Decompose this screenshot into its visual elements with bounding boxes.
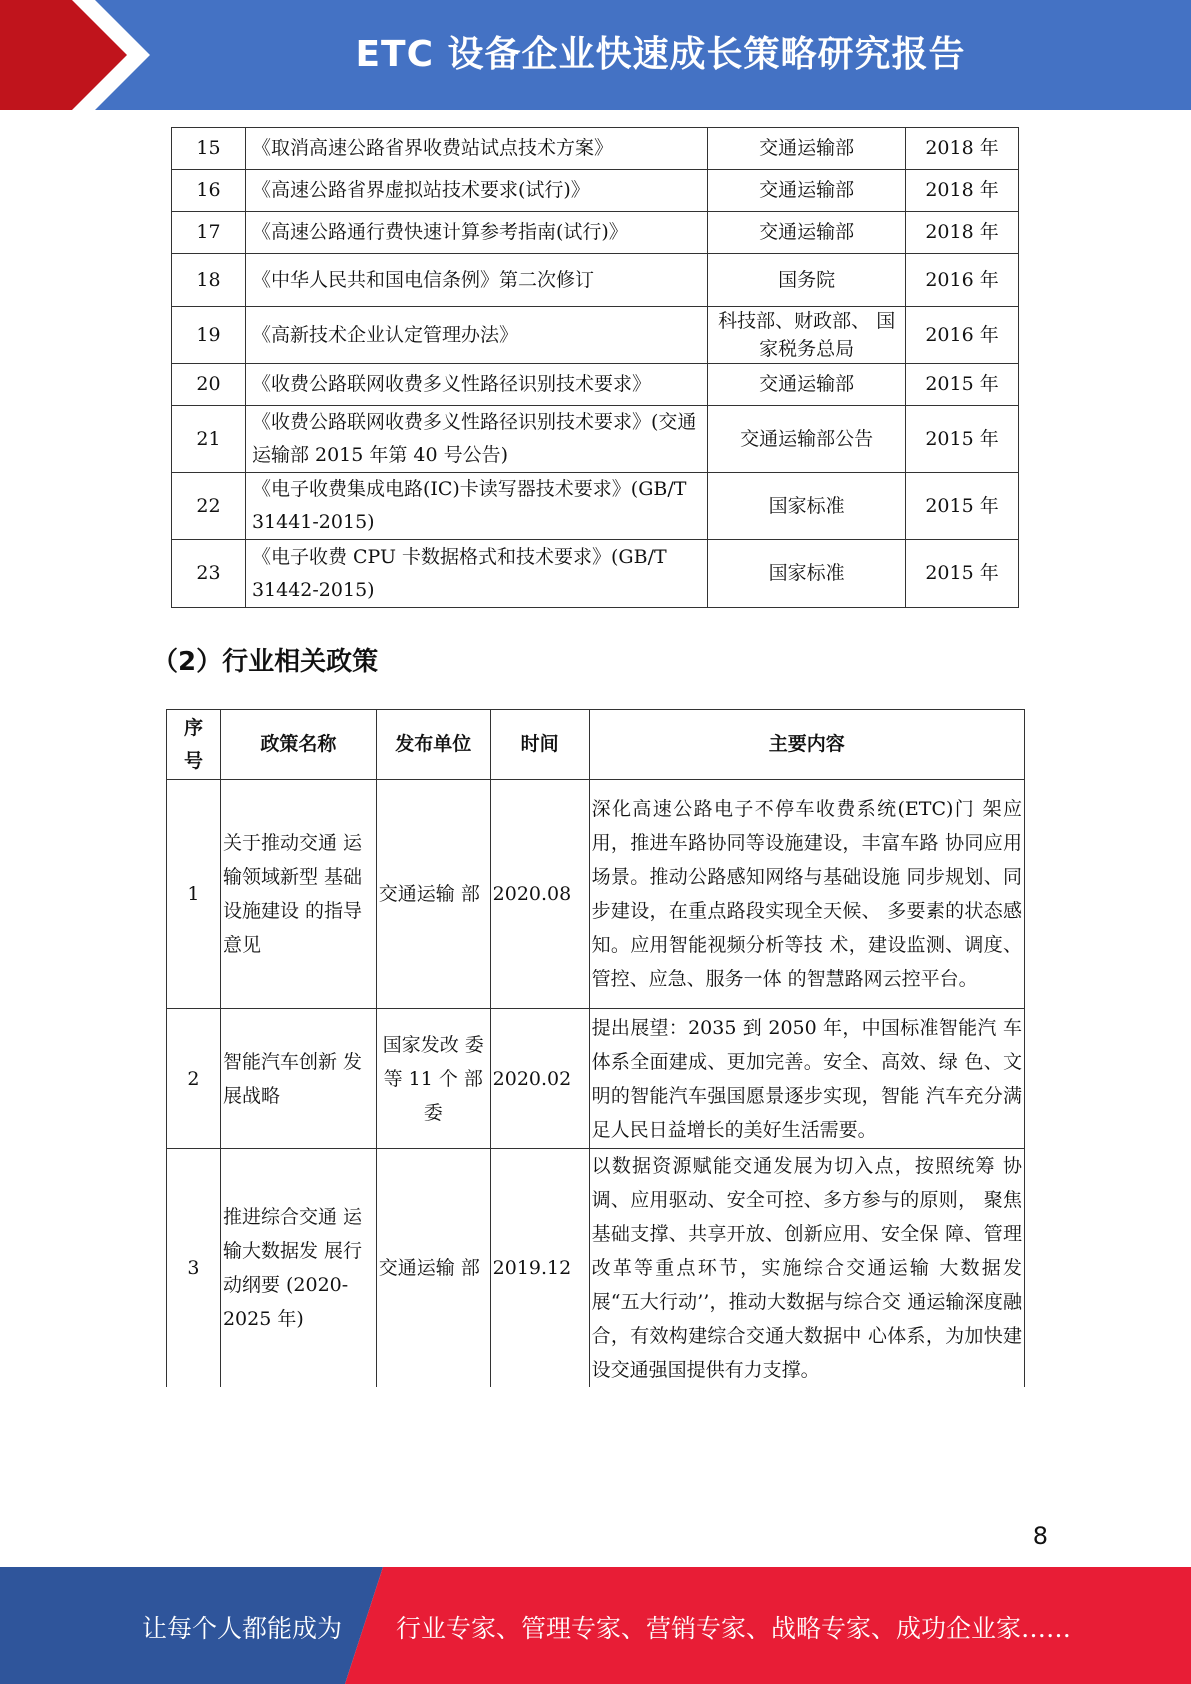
header-banner bbox=[0, 0, 1191, 110]
publish-time: 2020.02 bbox=[490, 1009, 589, 1149]
issuing-body: 交通运输部 bbox=[708, 128, 906, 170]
table-row bbox=[172, 254, 1019, 307]
row-number: 1 bbox=[167, 780, 221, 1009]
issuer: 国家发改 委等 11 个 部委 bbox=[376, 1009, 490, 1149]
footer-banner bbox=[0, 1567, 1191, 1684]
policy-name: 推进综合交通 运输大数据发 展行动纲要 (2020-2025 年) bbox=[220, 1149, 376, 1388]
issuing-body: 交通运输部 bbox=[708, 212, 906, 254]
year: 2015 年 bbox=[906, 540, 1019, 608]
document-name: 《电子收费 CPU 卡数据格式和技术要求》(GB/T 31442-2015) bbox=[245, 540, 707, 608]
header-issuer: 发布单位 bbox=[376, 710, 490, 780]
document-name: 《高速公路省界虚拟站技术要求(试行)》 bbox=[245, 170, 707, 212]
document-name: 《电子收费集成电路(IC)卡读写器技术要求》(GB/T 31441-2015) bbox=[245, 473, 707, 540]
table-row bbox=[172, 540, 1019, 608]
table-row bbox=[172, 406, 1019, 473]
header-policy-name: 政策名称 bbox=[220, 710, 376, 780]
document-name: 《取消高速公路省界收费站试点技术方案》 bbox=[245, 128, 707, 170]
report-title: ETC 设备企业快速成长策略研究报告 bbox=[355, 34, 966, 75]
row-number: 21 bbox=[172, 406, 246, 473]
policy-content: 以数据资源赋能交通发展为切入点，按照统筹 协调、应用驱动、安全可控、多方参与的原则， 聚焦基础支撑、共享开放、创新应用、安全保 障、管理改革等重点环节，实施综合交通运输 大数据发展“五大行动’’，推动大数据与综合交 通运输深度融合，有效构建综合交通大数据中 心体系，为加快建设交通强国提供有力支撑。 bbox=[589, 1149, 1024, 1388]
policy-content: 深化高速公路电子不停车收费系统(ETC)门 架应用，推进车路协同等设施建设，丰富车路 协同应用场景。推动公路感知网络与基础设施 同步规划、同步建设，在重点路段实现全天候、 多要素的状态感知。应用智能视频分析等技 术，建设监测、调度、管控、应急、服务一体 的智慧路网云控平台。 bbox=[589, 780, 1024, 1009]
header-time: 时间 bbox=[490, 710, 589, 780]
issuing-body: 国家标准 bbox=[708, 473, 906, 540]
policies-table bbox=[166, 709, 1025, 1387]
publish-time: 2019.12 bbox=[490, 1149, 589, 1388]
table-row bbox=[172, 128, 1019, 170]
footer-slogan-left: 让每个人都能成为 bbox=[142, 1614, 343, 1643]
document-name: 《收费公路联网收费多义性路径识别技术要求》 bbox=[245, 364, 707, 406]
row-number: 19 bbox=[172, 307, 246, 364]
row-number: 22 bbox=[172, 473, 246, 540]
table-row bbox=[172, 307, 1019, 364]
issuer: 交通运输 部 bbox=[376, 1149, 490, 1388]
document-name: 《高速公路通行费快速计算参考指南(试行)》 bbox=[245, 212, 707, 254]
footer-slogan-right: 行业专家、管理专家、营销专家、战略专家、成功企业家…… bbox=[396, 1614, 1072, 1643]
year: 2018 年 bbox=[906, 170, 1019, 212]
document-name: 《高新技术企业认定管理办法》 bbox=[245, 307, 707, 364]
issuing-body: 交通运输部 bbox=[708, 364, 906, 406]
document-name: 《收费公路联网收费多义性路径识别技术要求》(交通运输部 2015 年第 40 号公告) bbox=[245, 406, 707, 473]
issuing-body: 科技部、财政部、 国家税务总局 bbox=[708, 307, 906, 364]
header-content: 主要内容 bbox=[589, 710, 1024, 780]
issuer: 交通运输 部 bbox=[376, 780, 490, 1009]
header-number: 序 号 bbox=[167, 710, 221, 780]
page-number: 8 bbox=[1032, 1522, 1048, 1550]
policy-content: 提出展望：2035 到 2050 年，中国标准智能汽 车体系全面建成、更加完善。安全、高效、绿 色、文明的智能汽车强国愿景逐步实现，智能 汽车充分满足人民日益增长的美好生活需要。 bbox=[589, 1009, 1024, 1149]
year: 2018 年 bbox=[906, 128, 1019, 170]
table-row bbox=[172, 212, 1019, 254]
issuing-body: 交通运输部 bbox=[708, 170, 906, 212]
document-name: 《中华人民共和国电信条例》第二次修订 bbox=[245, 254, 707, 307]
table-row bbox=[167, 780, 1025, 1009]
row-number: 17 bbox=[172, 212, 246, 254]
table-row bbox=[167, 1009, 1025, 1149]
header-arrow-decoration bbox=[0, 0, 160, 110]
year: 2015 年 bbox=[906, 364, 1019, 406]
table-row bbox=[167, 1149, 1025, 1388]
policy-name: 关于推动交通 运输领域新型 基础设施建设 的指导意见 bbox=[220, 780, 376, 1009]
table-header-row bbox=[167, 710, 1025, 780]
issuing-body: 国务院 bbox=[708, 254, 906, 307]
row-number: 18 bbox=[172, 254, 246, 307]
row-number: 15 bbox=[172, 128, 246, 170]
year: 2015 年 bbox=[906, 473, 1019, 540]
year: 2015 年 bbox=[906, 406, 1019, 473]
year: 2016 年 bbox=[906, 254, 1019, 307]
table-row bbox=[172, 170, 1019, 212]
row-number: 20 bbox=[172, 364, 246, 406]
table-row bbox=[172, 364, 1019, 406]
table-row bbox=[172, 473, 1019, 540]
row-number: 16 bbox=[172, 170, 246, 212]
row-number: 23 bbox=[172, 540, 246, 608]
policy-name: 智能汽车创新 发展战略 bbox=[220, 1009, 376, 1149]
issuing-body: 交通运输部公告 bbox=[708, 406, 906, 473]
issuing-body: 国家标准 bbox=[708, 540, 906, 608]
section-heading: （2）行业相关政策 bbox=[152, 647, 379, 677]
row-number: 3 bbox=[167, 1149, 221, 1388]
regulations-table bbox=[171, 127, 1019, 608]
row-number: 2 bbox=[167, 1009, 221, 1149]
year: 2018 年 bbox=[906, 212, 1019, 254]
publish-time: 2020.08 bbox=[490, 780, 589, 1009]
year: 2016 年 bbox=[906, 307, 1019, 364]
